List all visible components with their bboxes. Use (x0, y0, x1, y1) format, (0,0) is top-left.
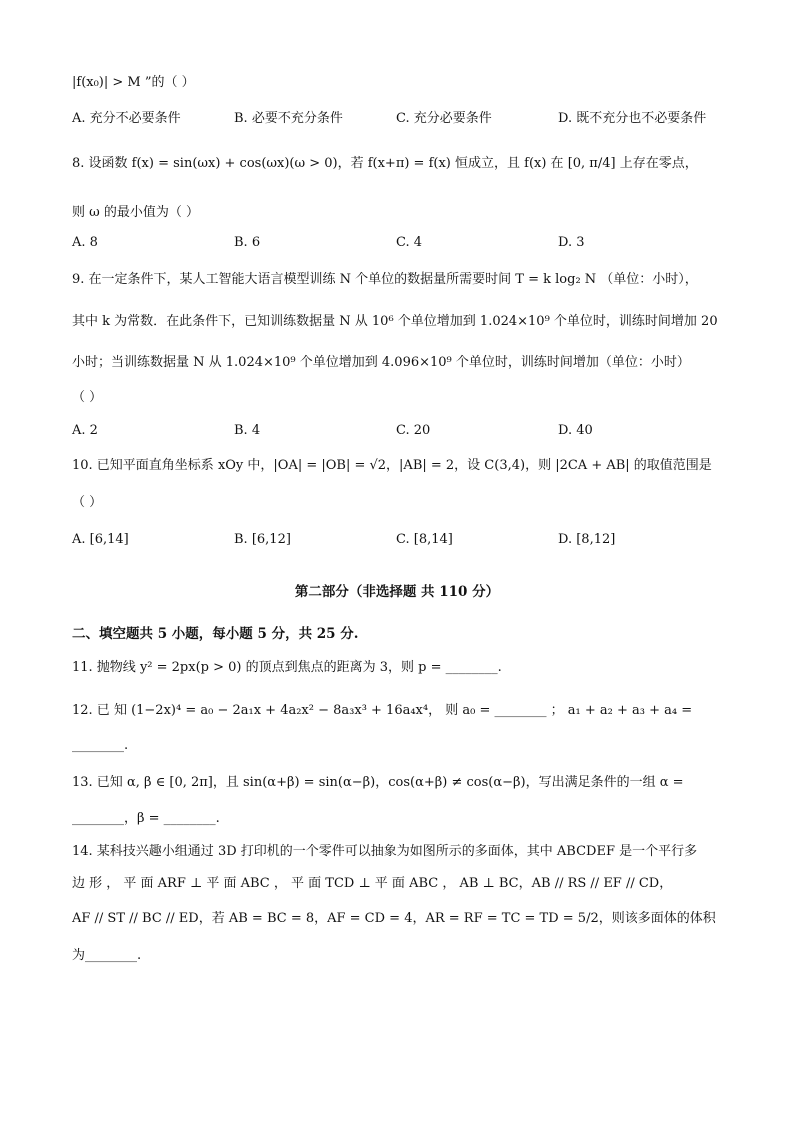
q7-tail: |f(x₀)| > M ”的（ ） (72, 75, 195, 90)
q9-option-c[interactable]: C. 20 (396, 423, 431, 438)
q9-line-3: 小时；当训练数据量 N 从 1.024×10⁹ 个单位增加到 4.096×10⁹ 个单位时，训练时间增加（单位：小时） (72, 355, 690, 370)
q9-option-d[interactable]: D. 40 (558, 423, 593, 438)
q8-option-c[interactable]: C. 4 (396, 235, 423, 250)
part-two-title: 第二部分（非选择题 共 110 分） (294, 584, 500, 600)
q9-option-a[interactable]: A. 2 (72, 423, 98, 438)
fill-in-section-header: 二、填空题共 5 小题，每小题 5 分，共 25 分. (72, 626, 359, 642)
q10-option-d[interactable]: D. [8,12] (558, 532, 616, 547)
q11: 11. 抛物线 y² = 2px(p > 0) 的顶点到焦点的距离为 3，则 p = ________. (72, 660, 502, 675)
q14-line-3: AF // ST // BC // ED，若 AB = BC = 8，AF = CD = 4，AR = RF = TC = TD = 5/2，则该多面体的体积 (72, 911, 716, 926)
q13-line-1: 13. 已知 α, β ∈ [0, 2π]，且 sin(α+β) = sin(α−β)，cos(α+β) ≠ cos(α−β)，写出满足条件的一组 α = (72, 775, 684, 790)
q12-line-2: ________. (72, 738, 129, 753)
q13-line-2: ________，β = ________. (72, 811, 220, 826)
q10-option-b[interactable]: B. [6,12] (234, 532, 291, 547)
q9-option-b[interactable]: B. 4 (234, 423, 261, 438)
q8-line-2: 则 ω 的最小值为（ ） (72, 205, 199, 220)
q14-line-1: 14. 某科技兴趣小组通过 3D 打印机的一个零件可以抽象为如图所示的多面体，其中 ABCDEF 是一个平行多 (72, 844, 698, 859)
q9-line-1: 9. 在一定条件下，某人工智能大语言模型训练 N 个单位的数据量所需要时间 T = k log₂ N （单位：小时）， (72, 272, 698, 287)
q8-line-1: 8. 设函数 f(x) = sin(ωx) + cos(ωx)(ω > 0)，若 f(x+π) = f(x) 恒成立，且 f(x) 在 [0, π/4] 上存在零点， (72, 156, 698, 171)
q9-line-4: （ ） (72, 390, 103, 405)
q7-option-c[interactable]: C. 充分必要条件 (396, 111, 492, 126)
q10-line-1: 10. 已知平面直角坐标系 xOy 中，|OA| = |OB| = √2，|AB| = 2，设 C(3,4)，则 |2CA + AB| 的取值范围是 (72, 458, 712, 473)
q10-option-a[interactable]: A. [6,14] (72, 532, 129, 547)
q10-line-2: （ ） (72, 495, 103, 510)
q7-option-b[interactable]: B. 必要不充分条件 (234, 111, 343, 126)
q9-line-2: 其中 k 为常数．在此条件下，已知训练数据量 N 从 10⁶ 个单位增加到 1.024×10⁹ 个单位时，训练时间增加 20 (72, 314, 718, 329)
q14-line-4: 为________. (72, 948, 142, 963)
q7-option-d[interactable]: D. 既不充分也不必要条件 (558, 111, 707, 126)
q8-option-d[interactable]: D. 3 (558, 235, 585, 250)
q14-line-2: 边 形 ， 平 面 ARF ⊥ 平 面 ABC ， 平 面 TCD ⊥ 平 面 ABC ， AB ⊥ BC，AB // RS // EF // CD， (72, 876, 673, 891)
q8-option-a[interactable]: A. 8 (72, 235, 98, 250)
q8-option-b[interactable]: B. 6 (234, 235, 261, 250)
q10-option-c[interactable]: C. [8,14] (396, 532, 453, 547)
q12-line-1: 12. 已 知 (1−2x)⁴ = a₀ − 2a₁x + 4a₂x² − 8a₃x³ + 16a₄x⁴， 则 a₀ = ________ ； a₁ + a₂ + a₃ + a₄ = (72, 703, 693, 718)
q7-option-a[interactable]: A. 充分不必要条件 (72, 111, 181, 126)
